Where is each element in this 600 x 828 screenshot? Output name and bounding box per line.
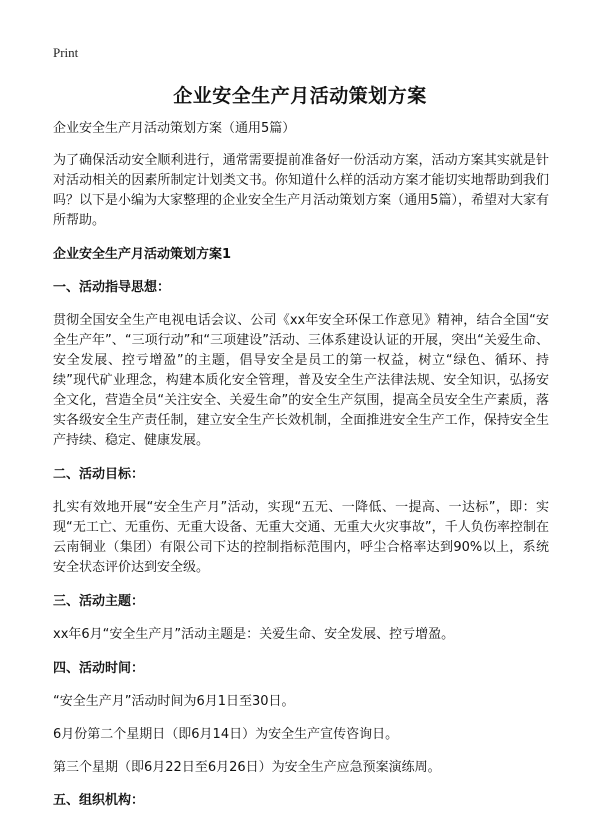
heading-activity-goals: 二、活动目标： <box>53 467 145 482</box>
print-link[interactable]: Print <box>53 45 79 60</box>
paragraph-activity-time-2: 6月份第二个星期日（即6月14日）为安全生产宣传咨询日。 <box>53 727 399 742</box>
page-title: 企业安全生产月活动策划方案 <box>173 85 427 107</box>
section-title: 企业安全生产月活动策划方案1 <box>53 247 232 262</box>
paragraph-activity-theme: xx年6月“安全生产月”活动主题是：关爱生命、安全发展、控亏增盈。 <box>53 627 455 642</box>
heading-activity-time: 四、活动时间： <box>53 661 145 676</box>
paragraph-activity-time-3: 第三个星期（即6月22日至6月26日）为安全生产应急预案演练周。 <box>53 760 441 775</box>
paragraph-activity-goals: 扎实有效地开展“安全生产月”活动，实现“五无、一降低、一提高、一达标”，即：实现“无工亡、无重伤、无重大设备、无重大交通、无重大火灾事故”，千人负伤率控制在云南铜业（集团）有限公司下达的控制指标范围内，呼尘合格率达到90%以上，系统安全状态评价达到安全级。 <box>53 500 549 575</box>
paragraph-guiding-ideology: 贯彻全国安全生产电视电话会议、公司《xx年安全环保工作意见》精神，结合全国“安全生产年”、“三项行动”和“三项建设”活动、三体系建设认证的开展，突出“关爱生命、安全发展、控亏增盈”的主题，倡导安全是员工的第一权益，树立“绿色、循环、持续”现代矿业理念，构建本质化安全管理，普及安全生产法律法规、安全知识，弘扬安全文化，营造全员“关注安全、关爱生命”的安全生产氛围，提高全员安全生产素质，落实各级安全生产责任制，建立安全生产长效机制，全面推进安全生产工作，保持安全生产持续、稳定、健康发展。 <box>53 313 549 448</box>
document-body <box>53 119 549 824</box>
heading-organization: 五、组织机构： <box>53 793 145 808</box>
paragraph-activity-time-1: “安全生产月”活动时间为6月1日至30日。 <box>53 694 295 709</box>
document-subtitle: 企业安全生产月活动策划方案（通用5篇） <box>53 121 296 136</box>
heading-activity-theme: 三、活动主题： <box>53 594 145 609</box>
intro-paragraph: 为了确保活动安全顺利进行，通常需要提前准备好一份活动方案，活动方案其实就是针对活动相关的因素所制定计划类文书。你知道什么样的活动方案才能切实地帮助到我们吗？以下是小编为大家整理的企业安全生产月活动策划方案（通用5篇），希望对大家有所帮助。 <box>53 153 549 228</box>
heading-guiding-ideology: 一、活动指导思想： <box>53 280 171 295</box>
